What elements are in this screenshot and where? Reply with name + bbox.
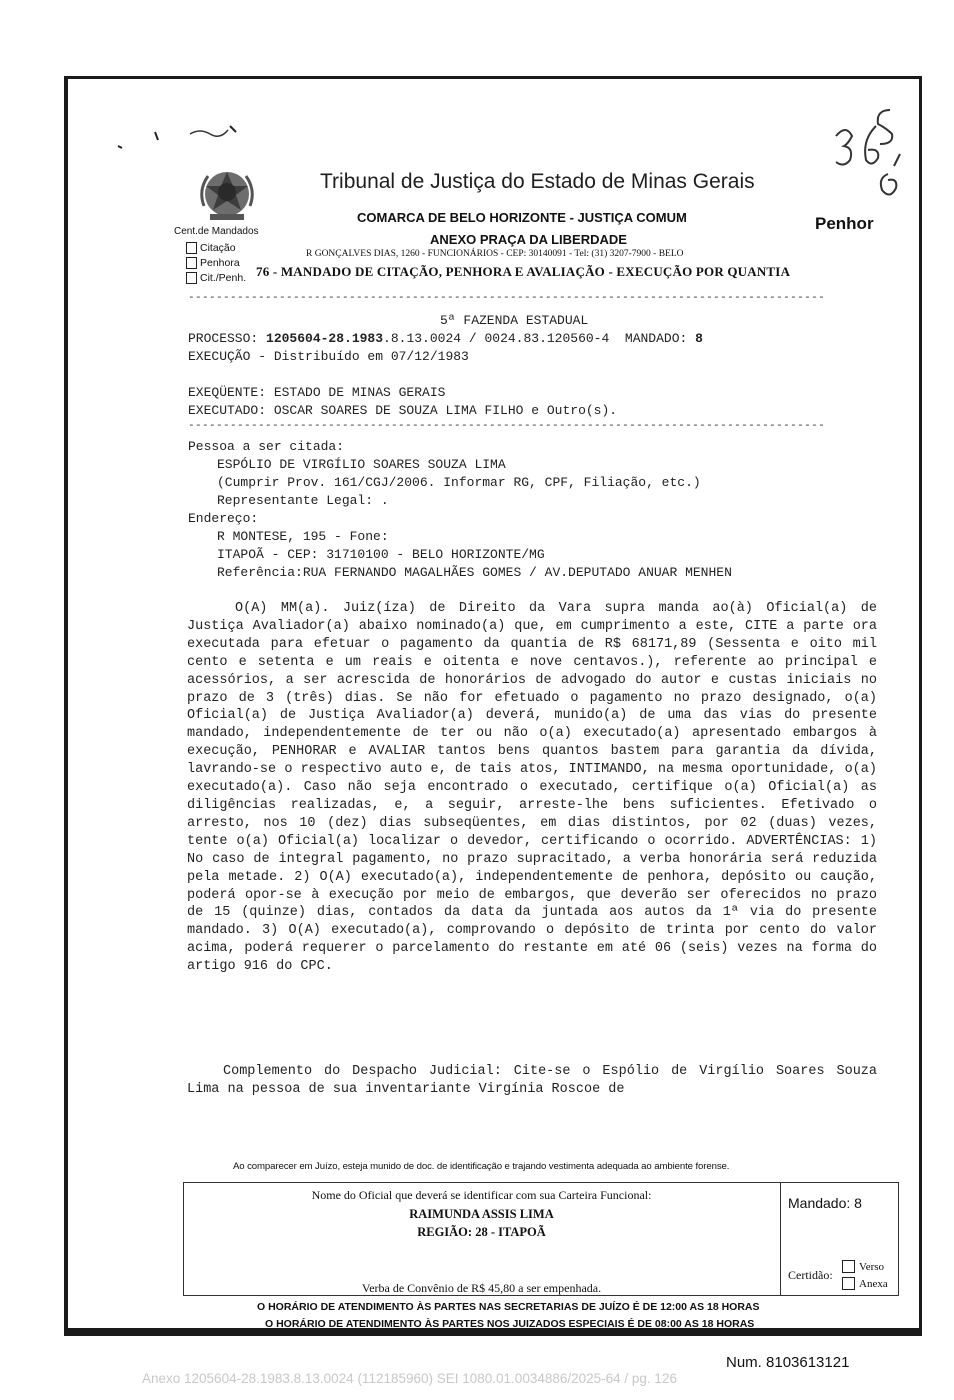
endereco-referencia: Referência:RUA FERNANDO MAGALHÃES GOMES / AV.DEPUTADO ANUAR MENHEN xyxy=(217,565,732,580)
certidao-label: Certidão: xyxy=(788,1268,833,1282)
checkbox-penhora[interactable] xyxy=(186,257,240,269)
comarca-label: COMARCA DE BELO HORIZONTE - JUSTIÇA COMUM xyxy=(357,210,687,225)
checkbox-icon[interactable] xyxy=(186,272,197,284)
endereco-label: Endereço: xyxy=(188,511,259,526)
separator-line: ------------------------------------------------------------------------------------------- xyxy=(188,292,826,304)
certidao-options xyxy=(842,1258,888,1292)
separator-line: ------------------------------------------------------------------------------------------- xyxy=(188,420,826,432)
processo-label: PROCESSO: xyxy=(188,331,267,346)
checkbox-icon[interactable] xyxy=(186,242,197,254)
checkbox-icon[interactable] xyxy=(842,1277,855,1290)
oficial-box-divider xyxy=(780,1182,781,1296)
anexo-footer: Anexo 1205604-28.1983.8.13.0024 (112185960) SEI 1080.01.0034886/2025-64 / pg. 126 xyxy=(142,1371,677,1386)
handwritten-page-number xyxy=(828,96,912,206)
court-title: Tribunal de Justiça do Estado de Minas Gerais xyxy=(320,170,755,193)
processo-line xyxy=(188,331,703,346)
endereco-cidade: ITAPOÃ - CEP: 31710100 - BELO HORIZONTE/MG xyxy=(217,547,545,562)
anexa-label: Anexa xyxy=(859,1277,888,1290)
anexo-label: ANEXO PRAÇA DA LIBERDADE xyxy=(430,232,627,247)
processo-rest: .8.13.0024 / 0024.83.120560-4 MANDADO: xyxy=(383,331,696,346)
certidao-anexa[interactable] xyxy=(842,1275,888,1292)
document-number: Num. 8103613121 xyxy=(726,1354,850,1371)
mandado-label: Mandado: 8 xyxy=(788,1195,862,1211)
verso-label: Verso xyxy=(859,1260,885,1273)
execucao-line: EXECUÇÃO - Distribuído em 07/12/1983 xyxy=(188,349,469,364)
certidao-verso[interactable] xyxy=(842,1258,888,1275)
horario-secretarias: O HORÁRIO DE ATENDIMENTO ÀS PARTES NAS SECRETARIAS DE JUÍZO É DE 12:00 AS 18 HORAS xyxy=(257,1301,760,1313)
complemento-despacho: Complemento do Despacho Judicial: Cite-se o Espólio de Virgílio Soares Souza Lima na pessoa de sua inventariante Virgínia Roscoe de xyxy=(187,1064,877,1097)
verba-convenio: Verba de Convênio de R$ 45,80 a ser empenhada. xyxy=(361,1281,602,1295)
pessoa-nome: ESPÓLIO DE VIRGÍLIO SOARES SOUZA LIMA xyxy=(217,457,506,472)
scan-marks xyxy=(110,118,250,158)
oficial-label: Nome do Oficial que deverá se identificar com sua Carteira Funcional: xyxy=(311,1188,652,1202)
horario-juizados: O HORÁRIO DE ATENDIMENTO ÀS PARTES NOS JUIZADOS ESPECIAIS É DE 08:00 AS 18 HORAS xyxy=(265,1318,755,1327)
court-address: R GONÇALVES DIAS, 1260 - FUNCIONÁRIOS - CEP: 30140091 - Tel: (31) 3207-7900 - BELO xyxy=(306,249,684,259)
cent-mandados-label: Cent.de Mandados xyxy=(174,226,259,237)
pessoa-label: Pessoa a ser citada: xyxy=(188,439,345,454)
document-title: 76 - MANDADO DE CITAÇÃO, PENHORA E AVALIAÇÃO - EXECUÇÃO POR QUANTIA xyxy=(256,264,791,279)
processo-number: 1205604-28.1983 xyxy=(266,331,384,346)
bottom-scan-edge xyxy=(64,1328,922,1336)
checkbox-icon[interactable] xyxy=(186,257,197,269)
checkbox-label: Cit./Penh. xyxy=(200,272,247,284)
oficial-name: RAIMUNDA ASSIS LIMA xyxy=(409,1207,554,1221)
mandado-paragraph: O(A) MM(a). Juiz(íza) de Direito da Vara supra manda ao(à) Oficial(a) de Justiça Avaliador(a) abaixo nominado(a) que, em cumprimento a este, CITE a parte ora executada para efetuar o pagamento da quantia de R$ 68171,89 (Sessenta e oito mil cento e setenta e um reais e oitenta e nove centavos.), referente ao principal e acessórios, a ser acrescida de honorários de advogado do autor e custas iniciais no prazo de 3 (três) dias. Se não for efetuado o pagamento no prazo designado, o(a) Oficial(a) de Justiça Avaliador(a) deverá, munido(a) de uma das vias do presente mandado, independentemente de ter ou não o(a) executado(a) apresentado embargos à execução, PENHORAR e AVALIAR tantos bens quantos bastem para garantia da dívida, lavrando-se o respectivo auto e, de tais atos, INTIMANDO, na mesma oportunidade, o(a) executado(a). Caso não seja encontrado o executado, certifique o(a) Oficial(a) as diligências realizadas, e, a seguir, arreste-lhe bens suficientes. Efetivado o arresto, nos 10 (dez) dias subseqüentes, em dias distintos, por 02 (duas) vezes, tente o(a) Oficial(a) localizar o devedor, certificando o ocorrido. ADVERTÊNCIAS: 1) No caso de integral pagamento, no prazo supracitado, a verba honorária será reduzida pela metade. 2) O(A) executado(a), independentemente de penhora, depósito ou caução, poderá opor-se à execução por meio de embargos, que deverão ser oferecidos no prazo de 15 (quinze) dias, contados da data da juntada aos autos da 1ª via do presente mandado. 3) O(A) executado(a), comprovando o depósito de trinta por cento do valor acima, poderá requerer o parcelamento do restante em até 06 (seis) vezes na forma do artigo 916 do CPC. xyxy=(187,601,877,975)
exequente-line: EXEQÜENTE: ESTADO DE MINAS GERAIS xyxy=(188,385,446,400)
pessoa-representante: Representante Legal: . xyxy=(217,493,389,508)
vara-label: 5ª FAZENDA ESTADUAL xyxy=(440,313,589,328)
oficial-regiao: REGIÃO: 28 - ITAPOÃ xyxy=(417,1225,546,1239)
executado-line: EXECUTADO: OSCAR SOARES DE SOUZA LIMA FILHO e Outro(s). xyxy=(188,403,618,418)
checkbox-citacao[interactable] xyxy=(186,242,236,254)
checkbox-icon[interactable] xyxy=(842,1260,855,1273)
penhor-label: Penhor xyxy=(815,214,874,233)
checkbox-cit-penh[interactable] xyxy=(186,272,246,284)
mandado-body xyxy=(187,600,877,976)
checkbox-label: Citação xyxy=(200,242,236,254)
aviso-comparecimento: Ao comparecer em Juízo, esteja munido de doc. de identificação e trajando vestimenta adequada ao ambiente forense. xyxy=(233,1161,730,1172)
endereco-rua: R MONTESE, 195 - Fone: xyxy=(217,529,389,544)
checkbox-label: Penhora xyxy=(200,257,240,269)
mandado-number: 8 xyxy=(695,331,703,346)
brasao-seal xyxy=(196,166,258,224)
pessoa-cumprir: (Cumprir Prov. 161/CGJ/2006. Informar RG, CPF, Filiação, etc.) xyxy=(217,475,701,490)
